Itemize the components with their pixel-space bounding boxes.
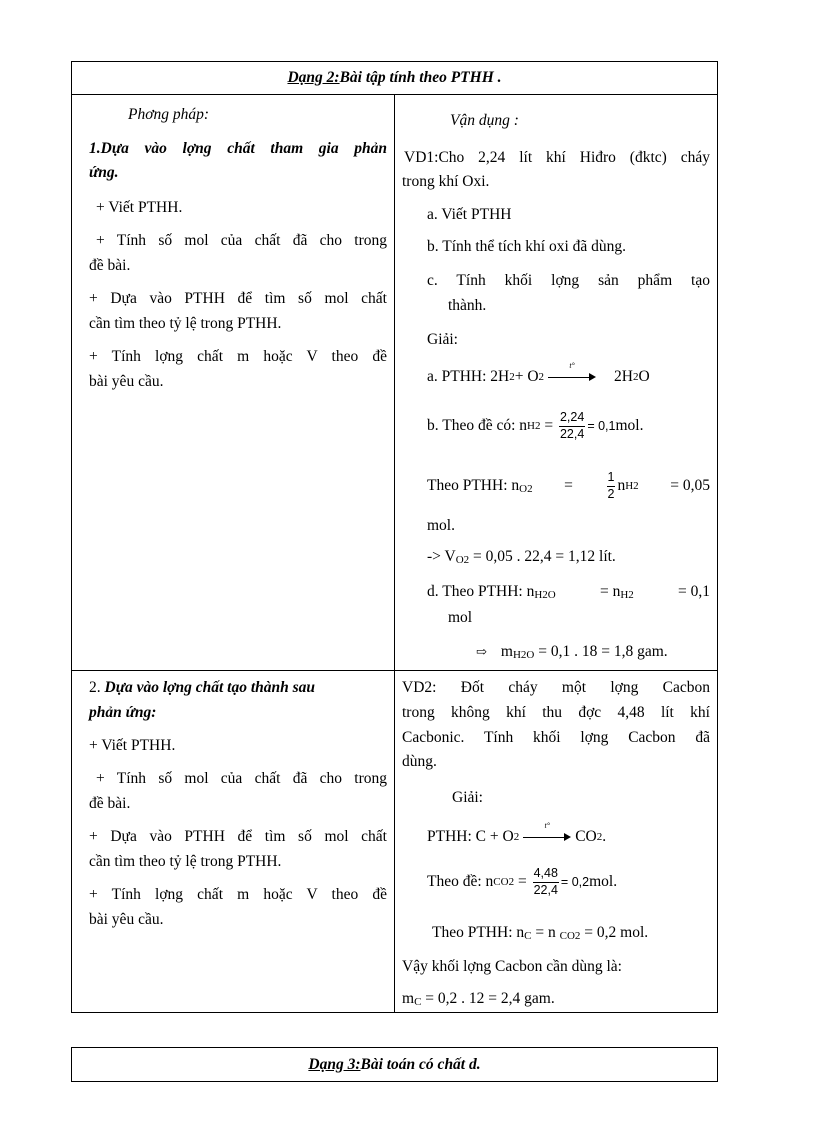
vd1-item-c1: c. Tính khối lợng sản phẩm tạo bbox=[427, 272, 710, 289]
vd2-line1: VD2: Đốt cháy một lợng Cacbon bbox=[402, 679, 710, 696]
eq3-pre: Theo đề: n bbox=[427, 873, 494, 891]
method2-line2: phản ứng: bbox=[89, 704, 157, 721]
eq4 bbox=[432, 925, 648, 941]
method1-line1: 1.Dựa vào lợng chất tham gia phản bbox=[89, 140, 387, 157]
method2-step4b: bài yêu cầu. bbox=[89, 911, 164, 928]
eq-b-res: = 0,1 bbox=[587, 418, 616, 433]
eq-c-den: 2 bbox=[607, 486, 615, 501]
eq-f-pre: m bbox=[500, 643, 513, 660]
method1-step4a: + Tính lợng chất m hoặc V theo đề bbox=[89, 348, 387, 365]
vd1-item-a: a. Viết PTHH bbox=[427, 206, 512, 223]
vd1-giai: Giải: bbox=[427, 331, 458, 348]
eq4-mid: = n bbox=[531, 924, 560, 941]
eq-f-val: = 0,1 . 18 = 1,8 gam. bbox=[534, 643, 668, 660]
eq-c-sub: O2 bbox=[519, 483, 533, 496]
eq-b: b. Theo đề có: n H2 = $\frac{2,24}{22,4}$ = 0,1 mol. bbox=[427, 409, 644, 441]
eq-c-n: n bbox=[617, 477, 626, 495]
eq-d-pre: -> V bbox=[427, 548, 456, 565]
method1-line2: ứng. bbox=[89, 164, 119, 181]
eq6-pre: m bbox=[402, 990, 415, 1007]
eq4-val: = 0,2 mol. bbox=[580, 924, 649, 941]
method2-prefix: 2. bbox=[89, 679, 105, 696]
eq-f-sub: H2O bbox=[512, 649, 535, 661]
method2-step4a: + Tính lợng chất m hoặc V theo đề bbox=[89, 886, 387, 903]
eq3-num: 4,48 bbox=[533, 866, 559, 883]
left-row-divider bbox=[72, 670, 394, 671]
dang2-title-prefix: Dạng 2: bbox=[287, 69, 340, 86]
method2-title: Dựa vào lợng chất tạo thành sau bbox=[104, 679, 316, 696]
eq-b-den: 22,4 bbox=[559, 426, 585, 441]
dang2-table bbox=[71, 61, 718, 1013]
method2-step2b: đề bài. bbox=[89, 795, 131, 812]
eq-c-num: 1 bbox=[607, 470, 616, 487]
eq-e-pre: d. Theo PTHH: n bbox=[427, 583, 535, 600]
eq3: Theo đề: n CO2 = $\frac{4,48}{22,4}$ = 0,2 mol. bbox=[427, 865, 618, 897]
eq3-fraction bbox=[533, 866, 559, 898]
eq-b-num: 2,24 bbox=[559, 410, 585, 427]
reaction-arrow-2: t° bbox=[523, 831, 571, 843]
vd2-line4: dùng. bbox=[402, 753, 437, 770]
method1-step2a: + Tính số mol của chất đã cho trong bbox=[96, 232, 387, 249]
eq-b-unit: mol. bbox=[615, 417, 644, 435]
eq-e-sub: H2O bbox=[534, 589, 556, 601]
vd1-line2: trong khí Oxi. bbox=[402, 173, 490, 190]
eq-d bbox=[427, 549, 616, 565]
eq-b-fraction bbox=[559, 410, 585, 442]
eq3-res: = 0,2 bbox=[560, 874, 590, 889]
eq4-pre: Theo PTHH: n bbox=[432, 924, 525, 941]
eq3-unit: mol. bbox=[589, 873, 618, 891]
eq-d-val: = 0,05 . 22,4 = 1,12 lít. bbox=[469, 548, 616, 565]
method2-step3b: cần tìm theo tỷ lệ trong PTHH. bbox=[89, 853, 282, 870]
eq-e bbox=[427, 584, 710, 600]
eq-c-fraction bbox=[607, 470, 616, 502]
vd1-item-c2: thành. bbox=[448, 297, 487, 314]
column-divider bbox=[394, 95, 395, 1012]
implies-arrow-icon: ⇨ bbox=[476, 644, 487, 659]
eq2-prod: CO bbox=[575, 828, 597, 846]
eq-a-pre: a. PTHH: 2H bbox=[427, 368, 510, 386]
method2-line1 bbox=[89, 680, 315, 696]
reaction-arrow bbox=[548, 361, 596, 383]
eq3-den: 22,4 bbox=[533, 882, 558, 897]
eq-c-pre: Theo PTHH: n bbox=[427, 477, 520, 495]
dang2-title bbox=[72, 62, 717, 95]
dang3-title-prefix: Dạng 3: bbox=[308, 1055, 361, 1073]
eq6-sub: C bbox=[414, 996, 422, 1008]
dang3-box bbox=[71, 1047, 718, 1082]
eq4-sub: C bbox=[524, 930, 532, 942]
right-header: Vận dụng : bbox=[450, 112, 519, 129]
eq2-end: . bbox=[602, 828, 607, 846]
method1-step4b: bài yêu cầu. bbox=[89, 373, 164, 390]
eq-c: Theo PTHH: $n_{O2}$ = $\frac{1}{2}$ n H2 = 0,05 bbox=[427, 469, 710, 501]
eq-a: a. PTHH: 2H 2 + O 2 t° 2H 2 O bbox=[427, 361, 650, 386]
eq5: Vậy khối lợng Cacbon cần dùng là: bbox=[402, 958, 622, 975]
dang3-title-rest: Bài toán có chất d. bbox=[360, 1055, 481, 1073]
method1-step3b: cần tìm theo tỷ lệ trong PTHH. bbox=[89, 315, 282, 332]
method1-step1: + Viết PTHH. bbox=[96, 199, 183, 216]
eq-f bbox=[476, 644, 668, 660]
eq6-val: = 0,2 . 12 = 2,4 gam. bbox=[421, 990, 555, 1007]
method2-step3a: + Dựa vào PTHH để tìm số mol chất bbox=[89, 828, 387, 845]
eq-c-mol: mol. bbox=[427, 517, 455, 534]
dang2-title-rest: Bài tập tính theo PTHH . bbox=[339, 69, 502, 86]
eq4-sub2: CO2 bbox=[559, 930, 581, 942]
method2-step2a: + Tính số mol của chất đã cho trong bbox=[96, 770, 387, 787]
method1-step3a: + Dựa vào PTHH để tìm số mol chất bbox=[89, 290, 387, 307]
eq2-pre: PTHH: C + O bbox=[427, 828, 514, 846]
right-row-divider bbox=[394, 670, 717, 671]
method2-step1: + Viết PTHH. bbox=[89, 737, 176, 754]
eq-e-mol: mol bbox=[448, 609, 473, 626]
left-header: Phơng pháp: bbox=[128, 106, 210, 123]
eq-a-prod-end: O bbox=[638, 368, 650, 386]
eq2: PTHH: C + O 2 t° CO 2 . bbox=[427, 821, 607, 846]
vd1-line1: VD1:Cho 2,24 lít khí Hiđro (đktc) cháy bbox=[404, 149, 710, 166]
vd2-giai: Giải: bbox=[452, 789, 483, 806]
vd2-line3: Cacbonic. Tính khối lợng Cacbon đã bbox=[402, 729, 710, 746]
eq-c-val: = 0,05 bbox=[670, 477, 710, 495]
eq-e-val: = 0,1 bbox=[677, 583, 710, 600]
eq-e-mid: = n bbox=[599, 583, 621, 600]
vd1-item-b: b. Tính thể tích khí oxi đã dùng. bbox=[427, 238, 627, 255]
vd2-line2: trong không khí thu đợc 4,48 lít khí bbox=[402, 704, 710, 721]
eq6 bbox=[402, 991, 555, 1007]
eq-a-prod: 2H bbox=[614, 368, 633, 386]
method1-step2b: đề bài. bbox=[89, 257, 131, 274]
eq-a-plus: + O bbox=[514, 368, 539, 386]
eq-e-sub2: H2 bbox=[620, 589, 634, 601]
eq-d-sub: O2 bbox=[455, 554, 470, 566]
arrow-label: t° bbox=[569, 361, 575, 370]
eq-b-pre: b. Theo đề có: n bbox=[427, 417, 528, 435]
